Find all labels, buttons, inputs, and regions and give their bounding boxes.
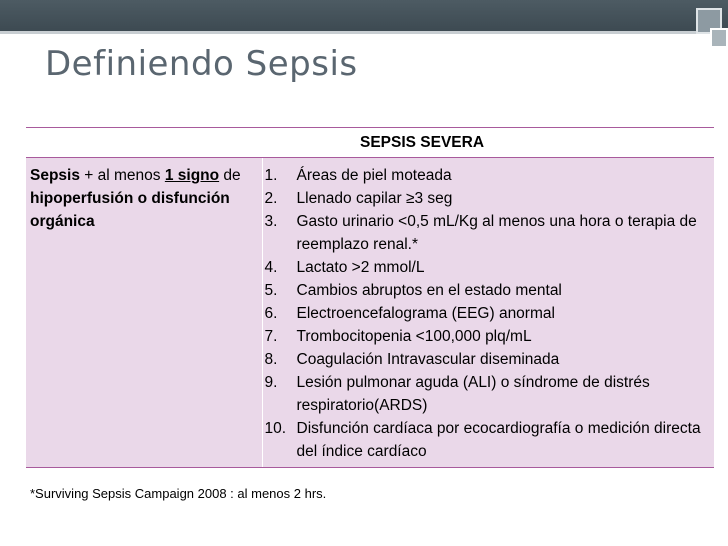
criteria-text: Cambios abruptos en el estado mental	[296, 282, 562, 299]
criteria-text: Coagulación Intravascular diseminada	[296, 351, 560, 368]
criteria-cell	[262, 158, 714, 468]
criteria-text: Electroencefalograma (EEG) anormal	[296, 305, 555, 322]
criteria-item	[265, 348, 709, 371]
criteria-number: 9.	[264, 374, 278, 391]
criteria-item	[265, 256, 709, 279]
definition-sepsis: Sepsis	[30, 167, 80, 184]
criteria-item	[265, 325, 709, 348]
criteria-list	[265, 164, 709, 463]
definition-cell	[26, 158, 262, 468]
criteria-text: Trombocitopenia <100,000 plq/mL	[296, 328, 532, 345]
criteria-number: 7.	[264, 328, 278, 345]
definition-hypoperfusion: hipoperfusión o disfunción orgánica	[30, 190, 230, 230]
criteria-number: 5.	[264, 282, 278, 299]
page-title: Definiendo Sepsis	[45, 44, 358, 84]
severe-sepsis-table	[26, 127, 714, 468]
decorative-square-small	[710, 28, 728, 48]
criteria-item	[265, 279, 709, 302]
criteria-item	[265, 210, 709, 256]
criteria-item	[265, 302, 709, 325]
corner-decoration	[678, 0, 728, 48]
criteria-text: Gasto urinario <0,5 mL/Kg al menos una hora o terapia de reemplazo renal.*	[296, 213, 697, 253]
criteria-number: 10.	[264, 420, 287, 437]
definition-text-de: de	[219, 167, 241, 184]
criteria-text: Áreas de piel moteada	[296, 167, 452, 184]
top-banner	[0, 0, 728, 31]
table-row	[26, 158, 714, 468]
table-header-row	[26, 128, 714, 158]
criteria-text: Lesión pulmonar aguda (ALI) o síndrome de distrés respiratorio(ARDS)	[296, 374, 650, 414]
definition-one-sign: 1 signo	[164, 167, 220, 184]
criteria-number: 2.	[264, 190, 278, 207]
footnote: *Surviving Sepsis Campaign 2008 : al menos 2 hrs.	[30, 486, 327, 501]
criteria-item	[265, 417, 709, 463]
table-header	[26, 128, 714, 158]
criteria-item	[265, 187, 709, 210]
criteria-text: Disfunción cardíaca por ecocardiografía o medición directa del índice cardíaco	[296, 420, 701, 460]
table-header-text: SEPSIS SEVERA	[359, 134, 485, 151]
banner-accent-line	[0, 31, 728, 34]
criteria-number: 4.	[264, 259, 278, 276]
criteria-text: Llenado capilar ≥3 seg	[296, 190, 453, 207]
criteria-item	[265, 371, 709, 417]
criteria-number: 3.	[264, 213, 278, 230]
criteria-number: 6.	[264, 305, 278, 322]
criteria-item	[265, 164, 709, 187]
criteria-number: 8.	[264, 351, 278, 368]
criteria-number: 1.	[264, 167, 278, 184]
criteria-text: Lactato >2 mmol/L	[296, 259, 425, 276]
definition-text: + al menos	[79, 167, 165, 184]
